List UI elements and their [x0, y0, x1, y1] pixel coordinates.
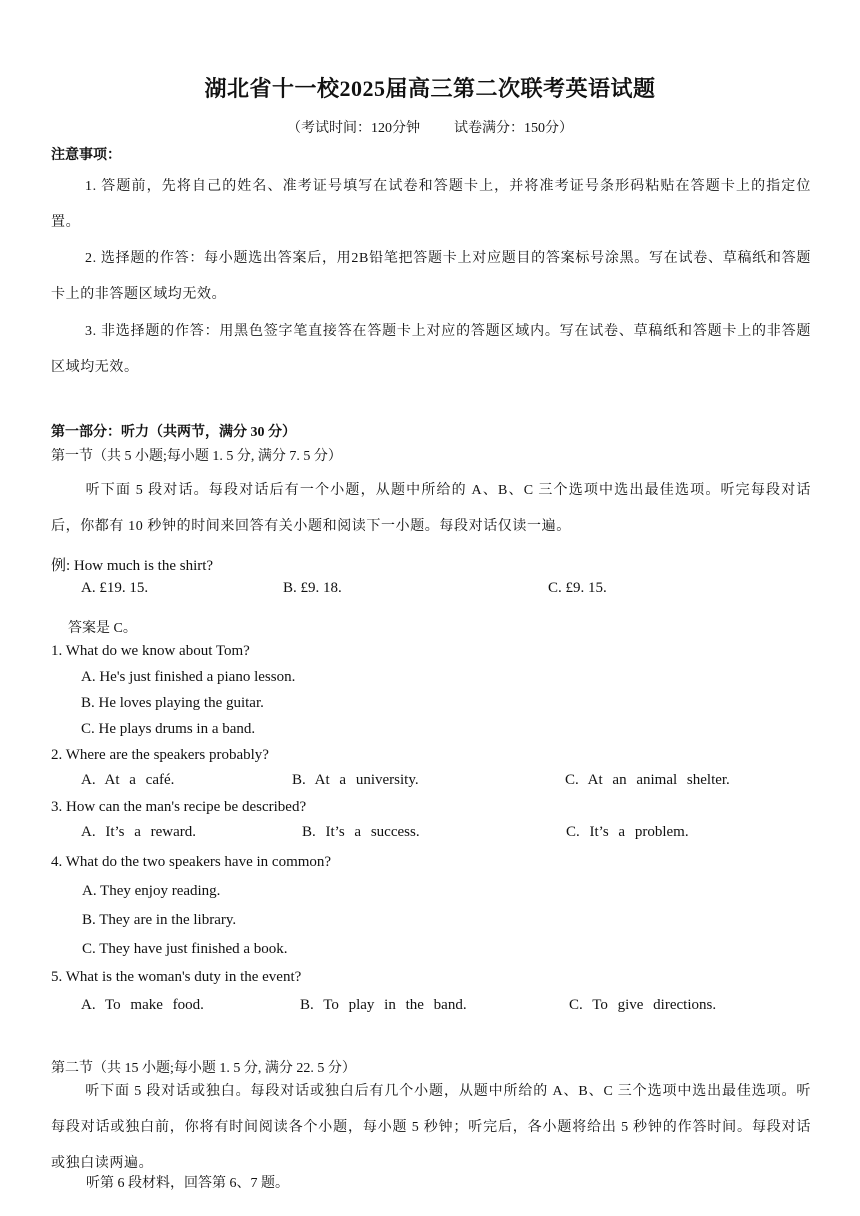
example-option-a: A. £19. 15.: [81, 580, 149, 596]
q4-option-a: A. They enjoy reading.: [82, 883, 221, 899]
q3-option-a: A. It’s a reward.: [81, 824, 197, 840]
q2-option-c: C. At an animal shelter.: [565, 772, 730, 788]
note-item-2: 2. 选择题的作答：每小题选出答案后，用2B铅笔把答题卡上对应题目的答案标号涂黑。写在试卷、草稿纸和答题卡上的非答题区域均无效。: [51, 251, 811, 302]
q5-option-b: B. To play in the band.: [300, 997, 467, 1013]
q1-option-a: A. He's just finished a piano lesson.: [81, 669, 296, 685]
q3-option-c: C. It’s a problem.: [566, 824, 689, 840]
example-option-c: C. £9. 15.: [548, 580, 607, 596]
q5-option-a: A. To make food.: [81, 997, 204, 1013]
q2-option-b: B. At a university.: [292, 772, 419, 788]
example-answer: 答案是 C。: [68, 621, 137, 636]
section2-instructions: 听下面 5 段对话或独白。每段对话或独白后有几个小题，从题中所给的 A、B、C 三个选项中选出最佳选项。听每段对话或独白前，你将有时间阅读各个小题，每小题 5 秒钟；听完后，各小题将给出 5 秒钟的作答时间。每段对话或独白读两遍。: [51, 1084, 811, 1171]
section1-instructions: 听下面 5 段对话。每段对话后有一个小题，从题中所给的 A、B、C 三个选项中选出最佳选项。听完每段对话后，你都有 10 秒钟的时间来回答有关小题和阅读下一小题。每段对话仅读一遍。: [51, 483, 811, 534]
exam-info: [0, 117, 860, 137]
question-5: 5. What is the woman's duty in the event?: [51, 969, 302, 985]
notes-heading: 注意事项：: [51, 148, 121, 163]
question-2: 2. Where are the speakers probably?: [51, 747, 269, 763]
section1-heading: 第一节（共 5 小题;每小题 1. 5 分, 满分 7. 5 分）: [51, 449, 342, 464]
section2-heading: 第二节（共 15 小题;每小题 1. 5 分, 满分 22. 5 分）: [51, 1061, 356, 1076]
example-question: 例: How much is the shirt?: [51, 558, 214, 574]
q2-option-a: A. At a café.: [81, 772, 175, 788]
page-title: 湖北省十一校2025届高三第二次联考英语试题: [204, 76, 656, 101]
question-4: 4. What do the two speakers have in common?: [51, 854, 332, 870]
question-3: 3. How can the man's recipe be described?: [51, 799, 307, 815]
q1-option-c: C. He plays drums in a band.: [81, 721, 256, 737]
q4-option-c: C. They have just finished a book.: [82, 941, 288, 957]
note-item-1: 1. 答题前，先将自己的姓名、准考证号填写在试卷和答题卡上，并将准考证号条形码粘贴在答题卡上的指定位置。: [51, 179, 811, 230]
exam-time: （考试时间：120分钟: [287, 121, 420, 136]
full-score: 试卷满分：150分）: [454, 121, 573, 136]
q3-option-b: B. It’s a success.: [302, 824, 420, 840]
question-1: 1. What do we know about Tom?: [51, 643, 250, 659]
q1-option-b: B. He loves playing the guitar.: [81, 695, 264, 711]
passage-6-intro: 听第 6 段材料，回答第 6、7 题。: [86, 1176, 289, 1191]
q4-option-b: B. They are in the library.: [82, 912, 237, 928]
note-item-3: 3. 非选择题的作答：用黑色签字笔直接答在答题卡上对应的答题区域内。写在试卷、草稿纸和答题卡上的非答题区域均无效。: [51, 324, 811, 375]
part1-heading: 第一部分：听力（共两节，满分 30 分）: [51, 425, 296, 440]
q5-option-c: C. To give directions.: [569, 997, 717, 1013]
example-option-b: B. £9. 18.: [283, 580, 342, 596]
